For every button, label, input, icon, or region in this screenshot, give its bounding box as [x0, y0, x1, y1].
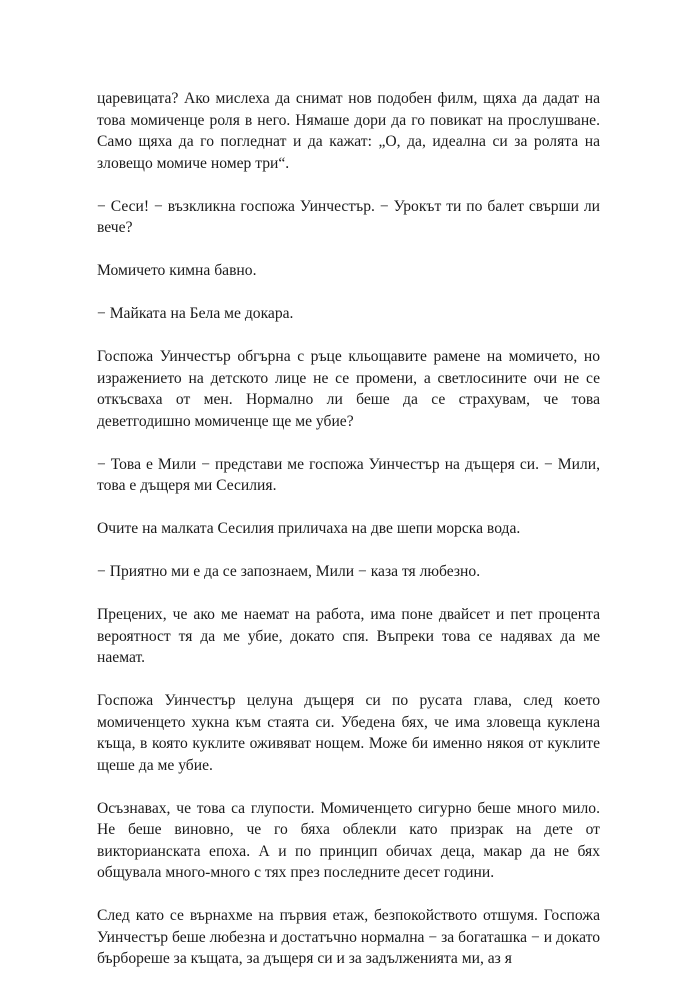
paragraph-12: След като се върнахме на първия етаж, безпокойството отшумя. Госпожа Уинчестър беше любезна и достатъчно нормална − за богаташка − и докато бърбореше за къщата, за дъщеря си и за задълженията ми, аз я — [97, 907, 600, 967]
paragraph-10: Госпожа Уинчестър целуна дъщеря си по русата глава, след което момиченцето хукна към стаята си. Убедена бях, че има зловеща куклена къща, в която куклите оживяват нощем. Може би именно някоя от куклите щеше да ме убие. — [97, 692, 600, 774]
paragraph-7: Очите на малката Сесилия приличаха на две шепи морска вода. — [97, 520, 521, 537]
paragraph-8: − Приятно ми е да се запознаем, Мили − каза тя любезно. — [97, 563, 481, 580]
paragraph-6: − Това е Мили − представи ме госпожа Уинчестър на дъщеря си. − Мили, това е дъщеря ми Сесилия. — [97, 455, 600, 494]
paragraph-11: Осъзнавах, че това са глупости. Момиченцето сигурно беше много мило. Не беше виновно, че го бяха облекли като призрак на дете от викторианската епоха. А и по принцип обичах деца, макар да не бях общувала много-много с тях през последните десет години. — [97, 799, 600, 881]
paragraph-4: − Майката на Бела ме докара. — [97, 305, 294, 322]
paragraph-2: − Сеси! − възкликна госпожа Уинчестър. − Урокът ти по балет свърши ли вече? — [97, 197, 600, 236]
paragraph-3: Момичето кимна бавно. — [97, 262, 257, 279]
paragraph-5: Госпожа Уинчестър обгърна с ръце кльощавите рамене на момичето, но изражението на детското лице не се промени, а светлосините очи не се откъсваха от мен. Нормално ли беше да се страхувам, че това деветгодишно момиченце ще ме убие? — [97, 348, 600, 430]
paragraph-1: царевицата? Ако мислеха да снимат нов подобен филм, щяха да дадат на това момиченце роля в него. Нямаше дори да го повикат на прослушване. Само щяха да го погледнат и да кажат: „О, да, идеална си за ролята на зловещо момиче номер три“. — [97, 90, 600, 172]
paragraph-9: Прецених, че ако ме наемат на работа, има поне двайсет и пет процента вероятност тя да ме убие, докато спя. Въпреки това се надявах да ме наемат. — [97, 606, 600, 666]
page-text — [97, 88, 600, 970]
